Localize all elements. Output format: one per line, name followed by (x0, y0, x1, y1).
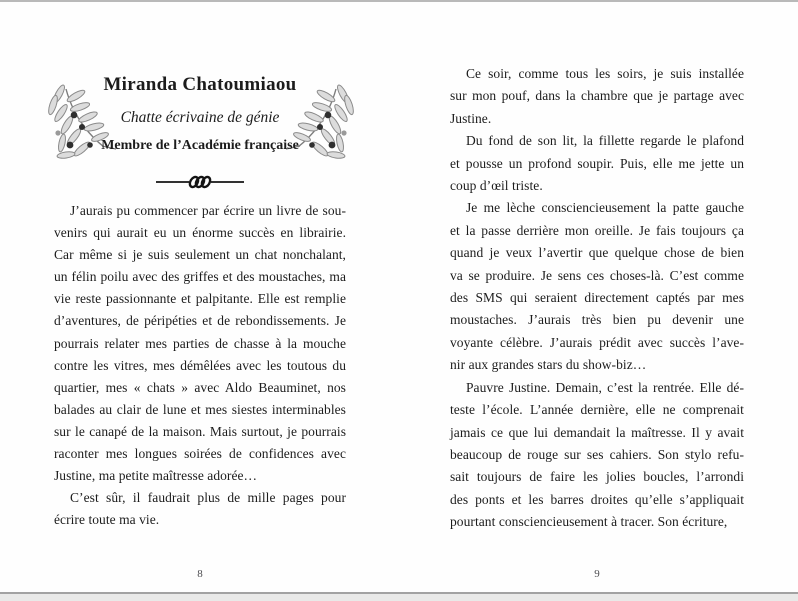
right-page-body (450, 63, 744, 534)
text-line: un félin poilu avec des griffes et des moustaches, ma (54, 269, 346, 285)
text-line: coup d’œil triste. (450, 178, 543, 194)
rope-twist-divider-icon (154, 174, 246, 190)
scan-top-edge (0, 0, 798, 2)
text-line: voyante célèbre. J’aurais prédit avec succès l’ave- (450, 334, 744, 350)
left-page-body (54, 200, 346, 531)
text-line: Je me lèche consciencieusement la patte gauche (466, 200, 744, 216)
text-line: nir aux grandes stars du show-biz… (450, 357, 647, 373)
text-line: des ponts et les barres droites qu’elle s’appliquait (450, 491, 744, 507)
text-line: Justine, ma petite maîtresse adorée… (54, 468, 258, 484)
text-line: des SMS qui seraient directement captés par mes (450, 290, 744, 306)
text-line: sur le canapé de la maison. Mais surtout, je pourrais (54, 423, 346, 439)
text-line: contre les vitres, mes démêlées avec les toutous du (54, 357, 346, 373)
text-line: Du fond de son lit, la fillette regarde le plafond (466, 133, 744, 149)
text-line: sait toujours de faire les jolies boucles, l’arrondi (450, 469, 744, 485)
text-line: et pousse un profond soupir. Puis, elle me jette un (450, 155, 744, 171)
text-line: raconter mes longues soirées de confidences avec (54, 446, 346, 462)
text-line: jamais ce que lui demandait la maîtresse. Il y avait (450, 424, 744, 440)
text-line: quand je veux l’avertir que quelque chose de bien (450, 245, 744, 261)
text-line: beaucoup de rouge sur ses cahiers. Son stylo refu- (450, 446, 744, 462)
olive-branch-right-icon (286, 84, 370, 170)
text-line: Car même si je suis seulement un chat nonchalant, (54, 247, 346, 263)
text-line: J’aurais pu commencer par écrire un livre de sou- (70, 203, 346, 218)
text-line: Justine. (450, 110, 492, 126)
text-line: d’aventures, de péripéties et de rebondissements. Je (54, 313, 346, 329)
author-name-heading: Miranda Chatoumiaou (103, 74, 297, 95)
text-line: vie reste passionnante et palpitante. Elle est remplie (54, 291, 346, 307)
text-line: balades au clair de lune et mes siestes interminables (54, 401, 346, 417)
text-line: pourrais relater mes parties de chasse à la mouche (54, 335, 346, 351)
text-line: Pauvre Justine. Demain, c’est la rentrée. Elle dé- (466, 379, 744, 395)
author-byline: Chatte écrivaine de génie (120, 109, 280, 126)
text-line: quartier, mes « chats » avec Aldo Beauminet, nos (54, 379, 346, 395)
author-credential: Membre de l’Académie française (101, 138, 299, 153)
text-line: venirs qui aurait eu un énorme succès en librairie. (54, 225, 346, 241)
text-line: pourtant consciencieusement à tracer. Son écriture, (450, 514, 728, 530)
text-line: Ce soir, comme tous les soirs, je suis installée (466, 66, 744, 81)
text-line: va se produire. Je sens ces choses-là. C’est comme (450, 267, 744, 283)
olive-branch-left-icon (32, 84, 116, 170)
text-line: C’est sûr, il faudrait plus de mille pages pour (70, 490, 346, 506)
text-line: teste l’école. L’année dernière, elle ne comprenait (450, 402, 744, 418)
text-line: sur mon pouf, dans la chambre que je partage avec (450, 88, 744, 104)
text-line: et la passe derrière mon oreille. Je fais toujours ça (450, 222, 744, 238)
text-line: moustaches. J’aurais très bien pu devenir une (450, 312, 744, 328)
text-line: écrire toute ma vie. (54, 512, 160, 528)
scan-bottom-strip (0, 594, 798, 601)
page-number-right: 9 (594, 568, 600, 580)
page-number-left: 8 (197, 568, 203, 580)
